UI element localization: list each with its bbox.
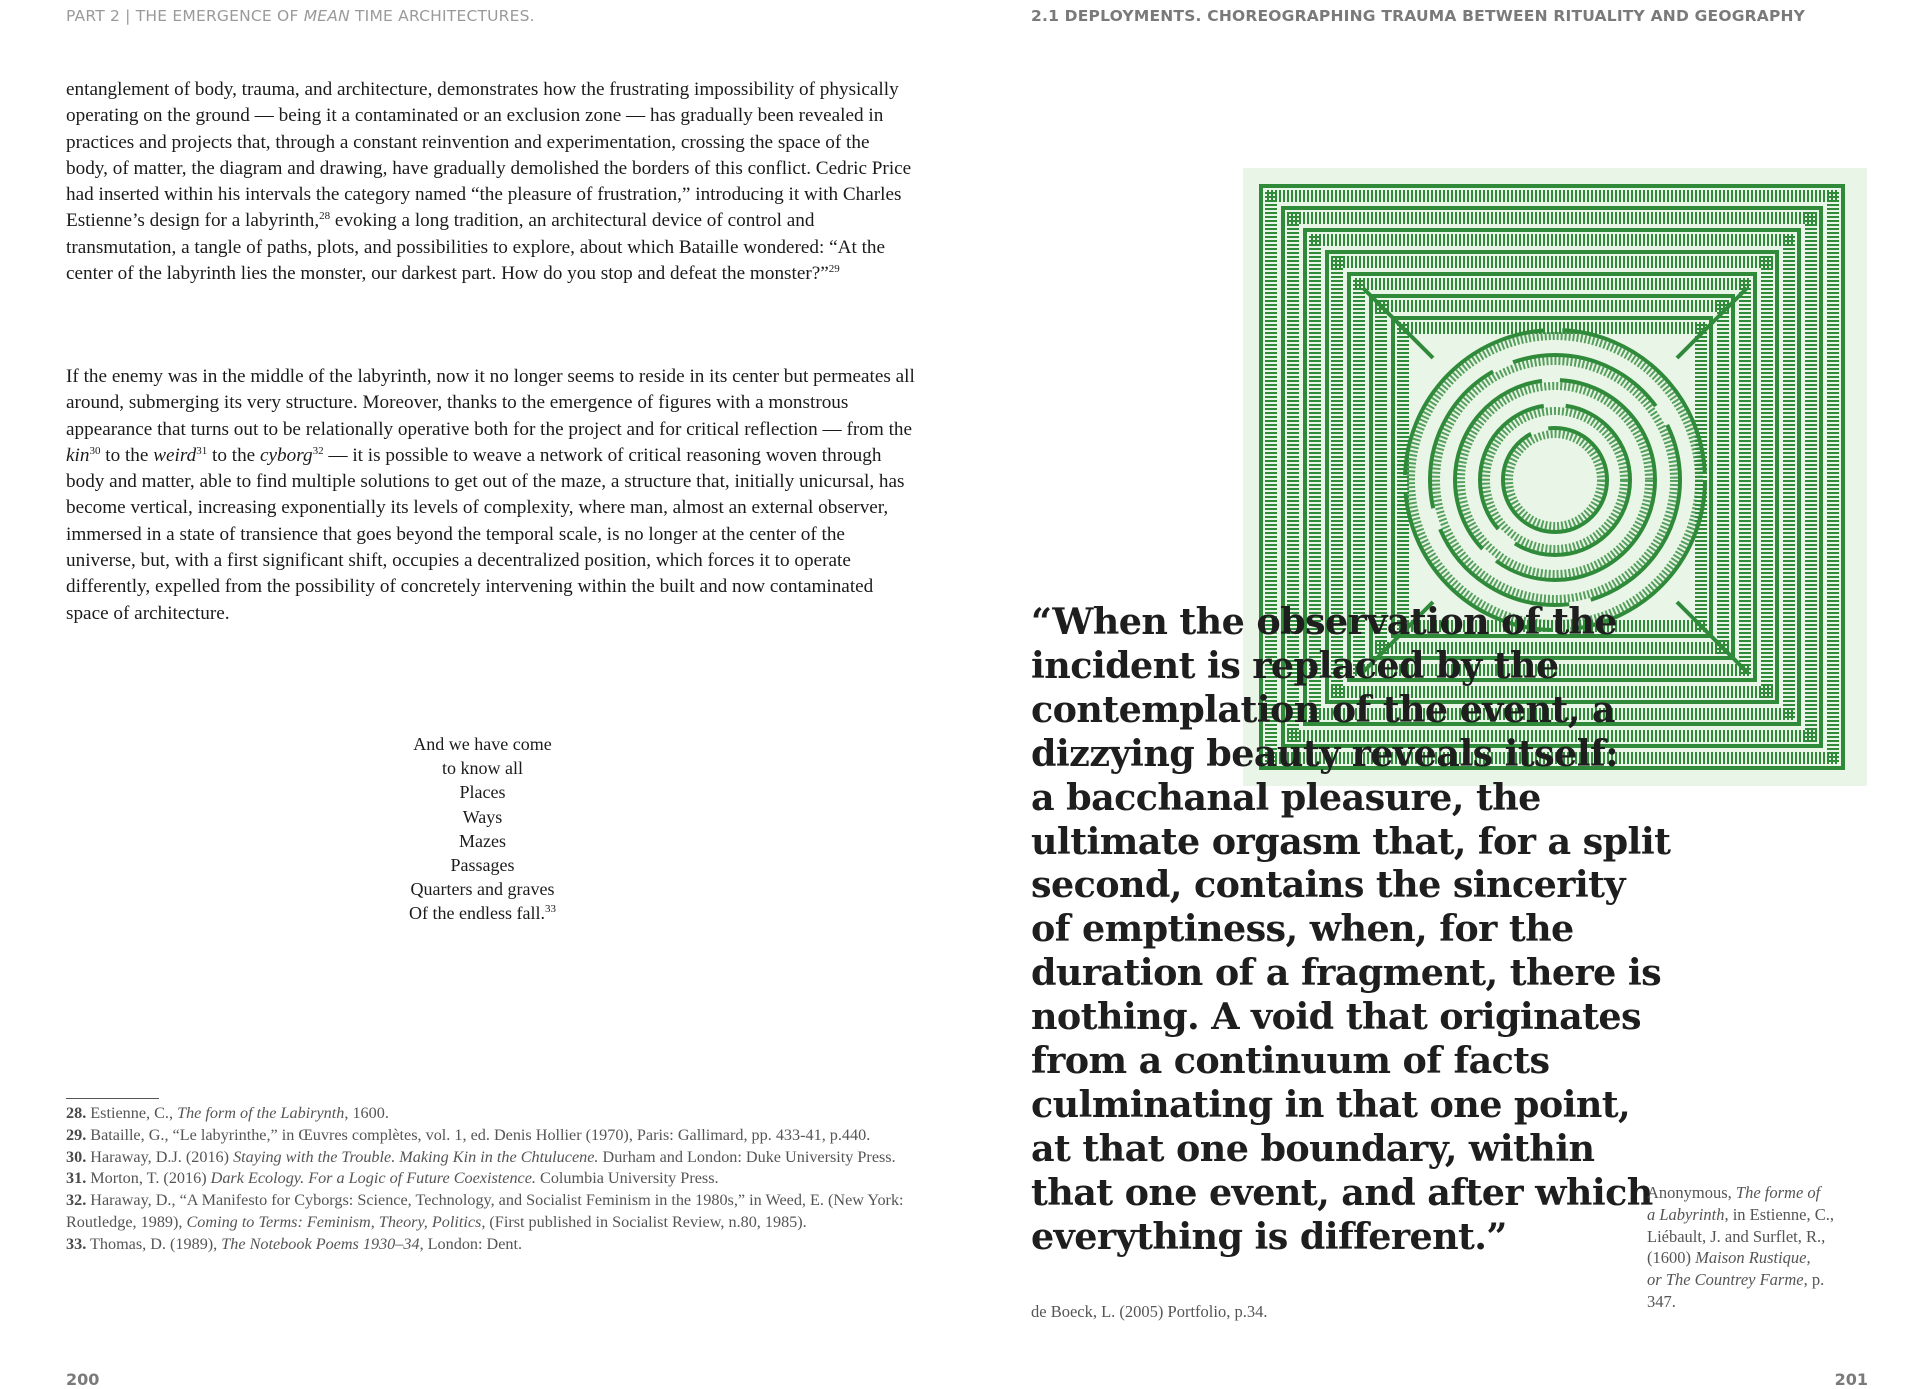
body-paragraph-2: If the enemy was in the middle of the labyrinth, now it no longer seems to reside in its center but permeates all around, submerging its very structure. Moreover, thanks to the emergence of figures with a monstrous appearance that turns out to be relationally operative both for the project and for critical reflection — from the kin$^{30}$ to the weird$^{31}$ to the cyborg$^{32}$ — it is possible to weave a network of critical reasoning woven through body and matter, able to find multiple solutions to get out of the maze, a structure that, initially unicursal, has become vertical, increasing exponentially its levels of complexity, where man, almost an external observer, immersed in a state of transience that goes beyond the temporal scale, is no longer at the center of the universe, but, with a first significant shift, occupies a decentralized position, which forces it to operate differently, expelled from the possibility of concretely intervening within the built and now contaminated space of architecture.	[66, 366, 915, 624]
poem-line: Places	[459, 782, 506, 803]
image-caption: Anonymous, The forme of a Labyrinth, in Estienne, C., Liébault, J. and Surflet, R., (1600) Maison Rustique, or The Countrey Farme, p. 347.	[1647, 1183, 1834, 1311]
quote-line: ultimate orgasm that, for a split	[1031, 819, 1671, 863]
poem-line: Of the endless fall.$^{33}$	[409, 903, 556, 924]
pull-quote	[1031, 600, 1671, 1259]
page-number-right: 201	[1834, 1370, 1868, 1389]
footnote-31: 31. Morton, T. (2016) Dark Ecology. For a Logic of Future Coexistence. Columbia University Press.	[66, 1169, 719, 1188]
poem-line: And we have come	[413, 734, 552, 754]
quote-line: dizzying beauty reveals itself:	[1031, 731, 1618, 775]
quote-line: culminating in that one point,	[1031, 1082, 1631, 1126]
quote-source: de Boeck, L. (2005) Portfolio, p.34.	[1031, 1302, 1268, 1321]
poem-line: Ways	[462, 806, 503, 827]
running-head-right: 2.1 DEPLOYMENTS. CHOREOGRAPHING TRAUMA BETWEEN RITUALITY AND GEOGRAPHY	[1031, 7, 1806, 25]
footnote-ref-30[interactable]: 30	[89, 444, 101, 457]
footnote-33: 33. Thomas, D. (1989), The Notebook Poems 1930–34, London: Dent.	[66, 1234, 523, 1253]
poem-excerpt	[385, 732, 580, 926]
quote-line: “When the observation of the	[1031, 600, 1617, 643]
poem-line: Mazes	[459, 830, 506, 851]
footnote-28: 28. Estienne, C., The form of the Labirynth, 1600.	[66, 1104, 389, 1122]
quote-line: duration of a fragment, there is	[1031, 951, 1662, 995]
poem-line: Passages	[450, 855, 515, 876]
poem-line: Quarters and graves	[410, 879, 555, 900]
footnote-ref-32[interactable]: 32	[312, 444, 324, 457]
quote-line: contemplation of the event, a	[1031, 687, 1615, 731]
body-paragraph-1: entanglement of body, trauma, and architecture, demonstrates how the frustrating impossibility of physically operating on the ground — being it a contaminated or an exclusion zone — has gradually been revealed in practices and projects that, through a constant reinvention and experimentation, crossing the space of the body, of matter, the diagram and drawing, have gradually demolished the borders of this conflict. Cedric Price had inserted within his intervals the category named “the pleasure of frustration,” introducing it with Charles Estienne’s design for a labyrinth,$^{28}$ evoking a long tradition, an architectural device of control and transmutation, a tangle of paths, plots, and possibilities to explore, about which Bataille wondered: “At the center of the labyrinth lies the monster, our darkest part. How do you stop and defeat the monster?”$^{29}$	[66, 79, 912, 285]
quote-line: incident is replaced by the	[1031, 643, 1559, 687]
quote-line: everything is different.”	[1031, 1214, 1507, 1258]
footnote-ref-29[interactable]: 29	[828, 263, 840, 276]
quote-line: nothing. A void that originates	[1031, 995, 1641, 1039]
quote-line: a bacchanal pleasure, the	[1031, 775, 1541, 819]
poem-line: to know all	[442, 758, 523, 779]
running-head-left: PART 2 | THE EMERGENCE OF MEAN TIME ARCHITECTURES.	[66, 7, 535, 25]
footnote-ref-31[interactable]: 31	[196, 444, 208, 457]
footnote-divider	[66, 1098, 159, 1099]
footnote-30: 30. Haraway, D.J. (2016) Staying with the Trouble. Making Kin in the Chtulucene. Durham and London: Duke University Press.	[66, 1147, 896, 1166]
footnote-ref-28[interactable]: 28	[319, 210, 331, 223]
footnote-29: 29. Bataille, G., “Le labyrinthe,” in Œuvres complètes, vol. 1, ed. Denis Hollier (1970), Paris: Gallimard, pp. 433-41, p.440.	[66, 1125, 871, 1144]
quote-line: of emptiness, when, for the	[1031, 907, 1574, 951]
quote-line: from a continuum of facts	[1031, 1039, 1550, 1083]
footnote-ref-33[interactable]: 33	[544, 903, 556, 916]
footnote-32: 32. Haraway, D., “A Manifesto for Cyborgs: Science, Technology, and Socialist Feminism in the 1980s,” in Weed, E. (New York: Routledge, 1989), Coming to Terms: Feminism, Theory, Politics, (First published in Socialist Review, n.80, 1985).	[66, 1191, 904, 1231]
footnotes	[66, 1103, 916, 1256]
quote-line: at that one boundary, within	[1031, 1126, 1595, 1170]
page-number-left: 200	[66, 1370, 100, 1389]
quote-line: second, contains the sincerity	[1031, 863, 1625, 907]
quote-line: that one event, and after which	[1031, 1170, 1653, 1214]
